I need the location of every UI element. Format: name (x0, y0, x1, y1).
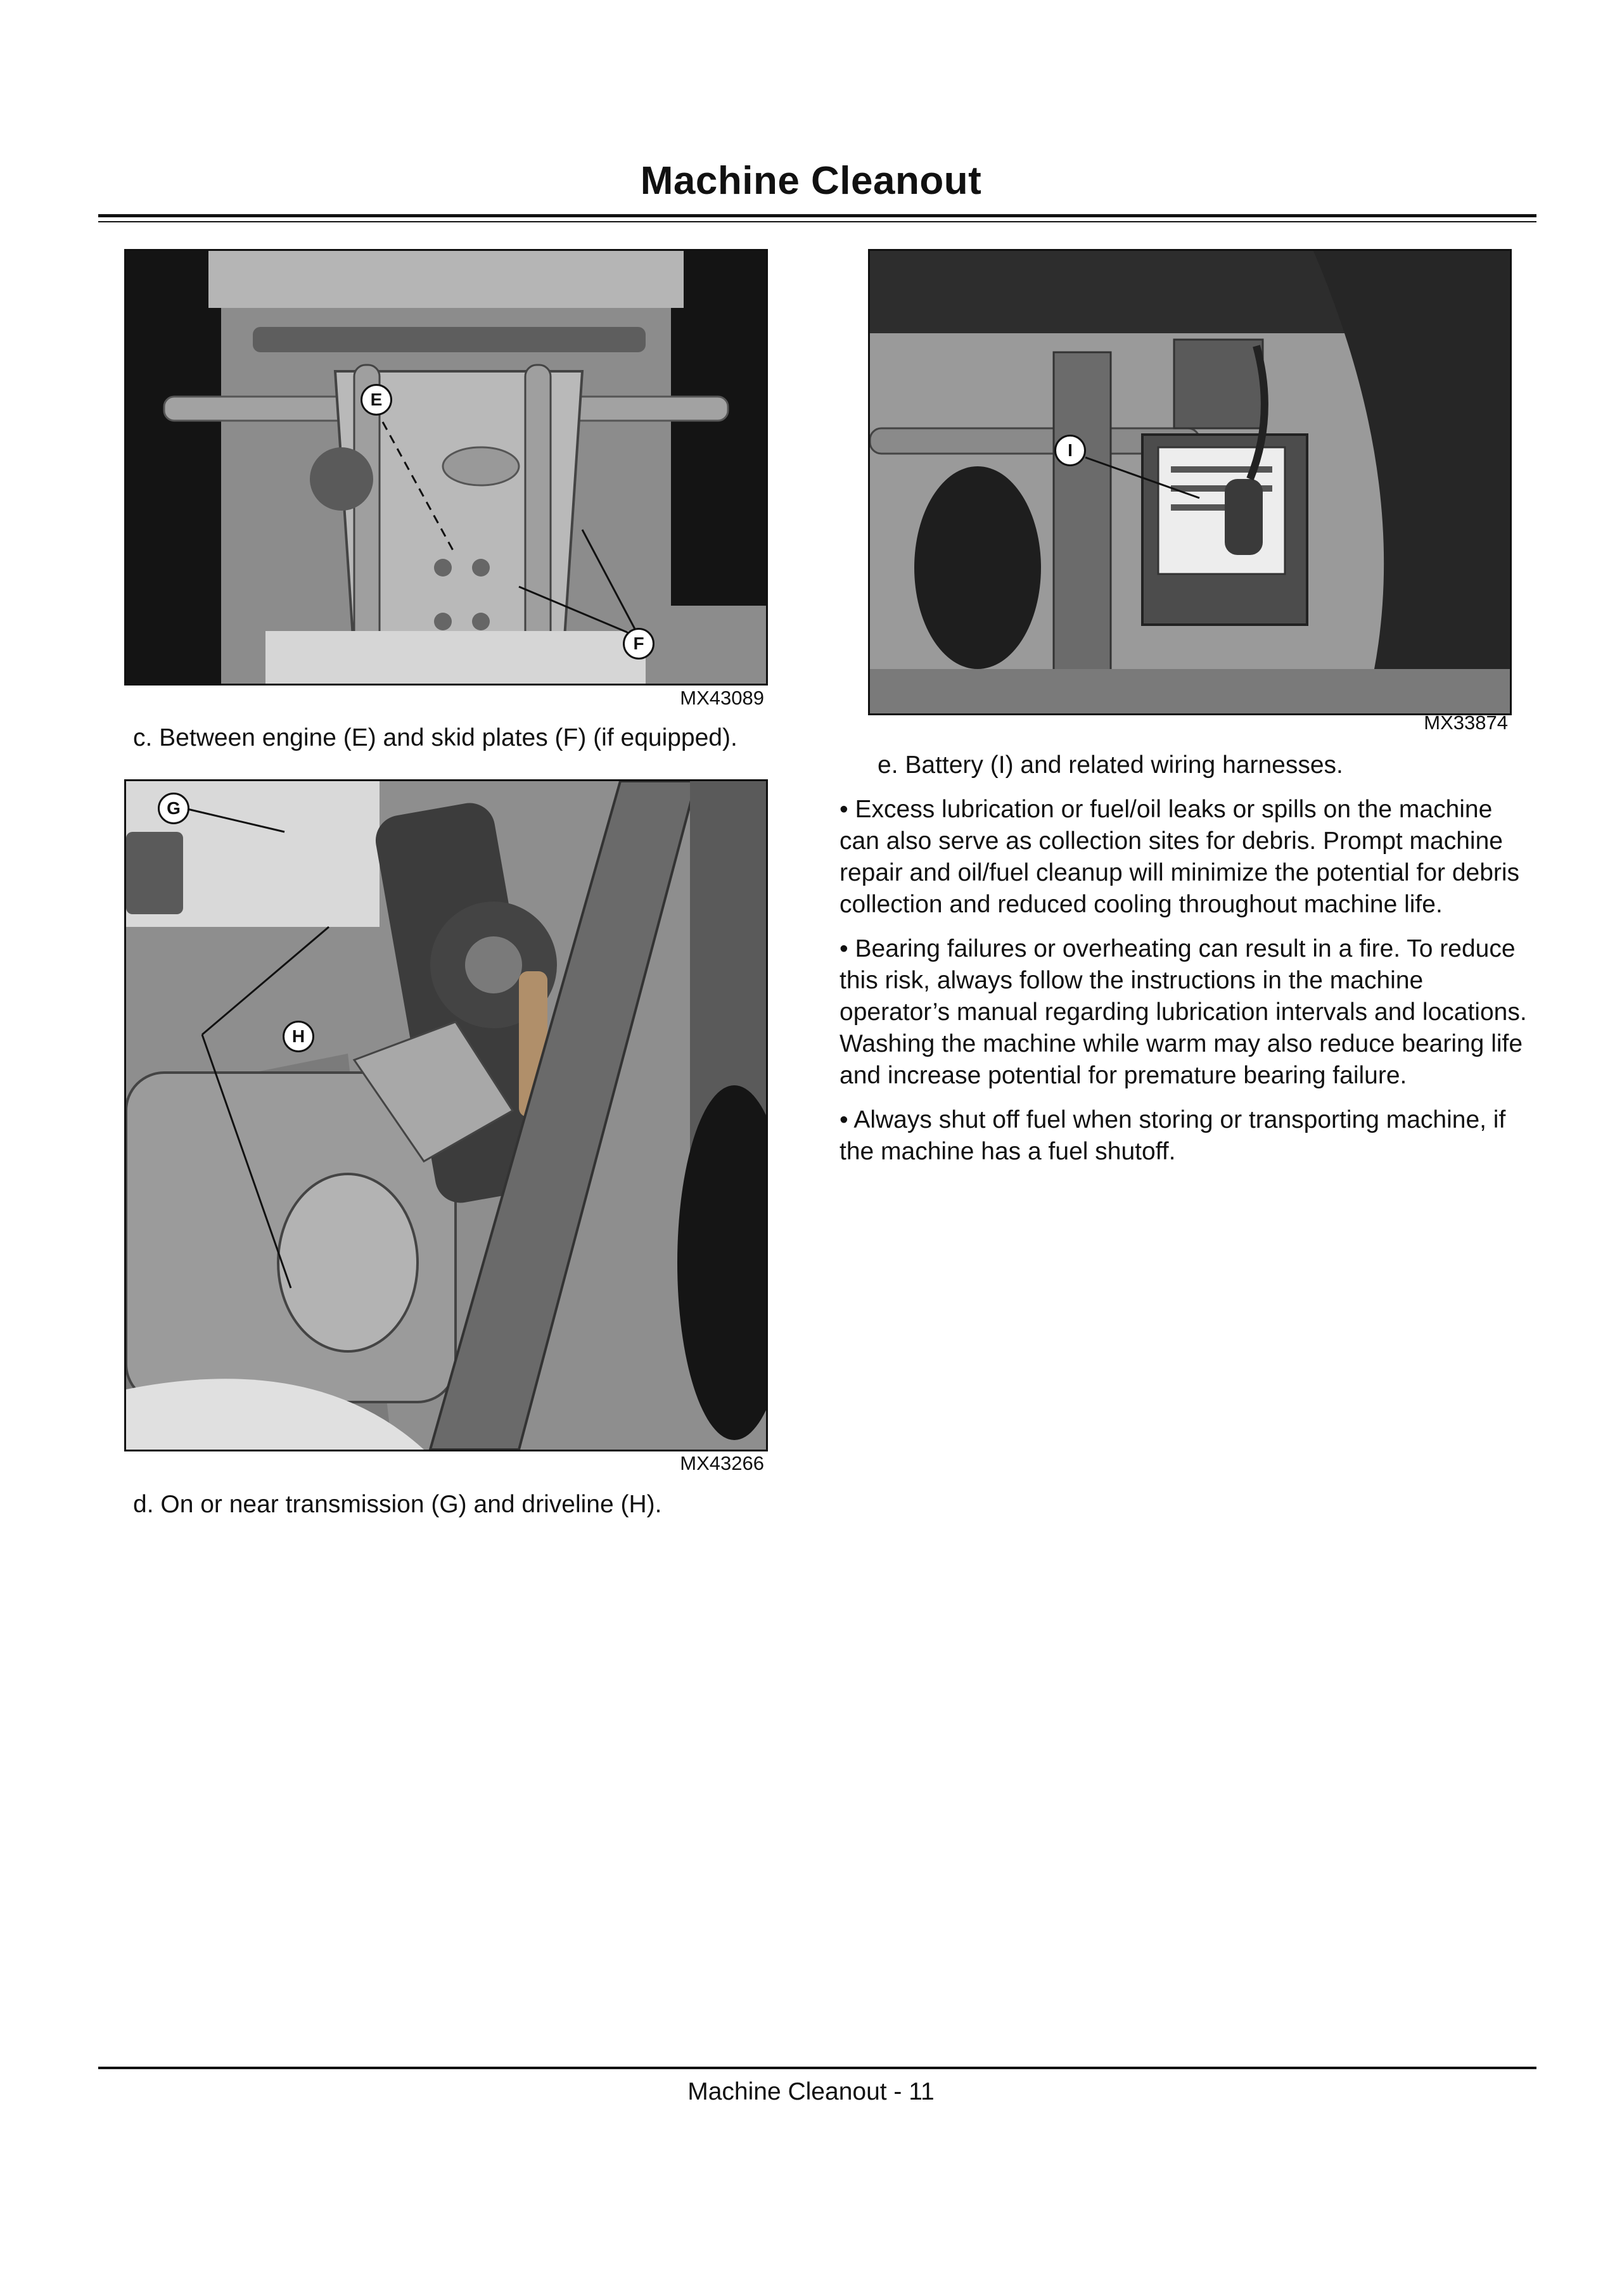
figure-caption: c. Between engine (E) and skid plates (F) (if equipped). (133, 724, 738, 751)
skid-plate-illustration (126, 251, 766, 684)
figure-id: MX43266 (680, 1452, 764, 1474)
figure-battery (868, 249, 1512, 715)
figure-id: MX43089 (680, 687, 764, 709)
callout-f: F (623, 628, 655, 660)
paragraph-fuel-shutoff: • Always shut off fuel when storing or transporting machine, if the machine has a fuel shutoff. (840, 1106, 1506, 1165)
figure-caption: d. On or near transmission (G) and driveline (H). (133, 1491, 662, 1518)
page-footer: Machine Cleanout - 11 (687, 2078, 935, 2105)
callout-i: I (1054, 435, 1086, 466)
callout-g: G (158, 793, 189, 824)
callout-h: H (283, 1021, 314, 1052)
figure-id: MX33874 (1424, 711, 1508, 734)
title-rule-thick (98, 214, 1536, 217)
paragraph-bearing: • Bearing failures or overheating can result in a fire. To reduce this risk, always follow the instructions in the machine operator’s manual regarding lubrication intervals and locations. Washing the machine while warm may also reduce bearing life and increase potential for premature bearing failure. (840, 935, 1527, 1089)
title-rule-thin (98, 221, 1536, 222)
page-title: Machine Cleanout (640, 159, 982, 203)
paragraph-lubrication: • Excess lubrication or fuel/oil leaks or spills on the machine can also serve as collection sites for debris. Prompt machine repair and oil/fuel cleanup will minimize the potential for debris collection and reduced cooling throughout machine life. (840, 796, 1520, 918)
transmission-illustration (126, 781, 766, 1450)
battery-illustration (870, 251, 1510, 713)
figure-skid-plates (124, 249, 768, 686)
figure-transmission-driveline (124, 779, 768, 1451)
figure-caption: e. Battery (I) and related wiring harnesses. (878, 751, 1343, 779)
body-text (840, 794, 1536, 1168)
footer-rule (98, 2067, 1536, 2069)
callout-e: E (361, 384, 392, 416)
